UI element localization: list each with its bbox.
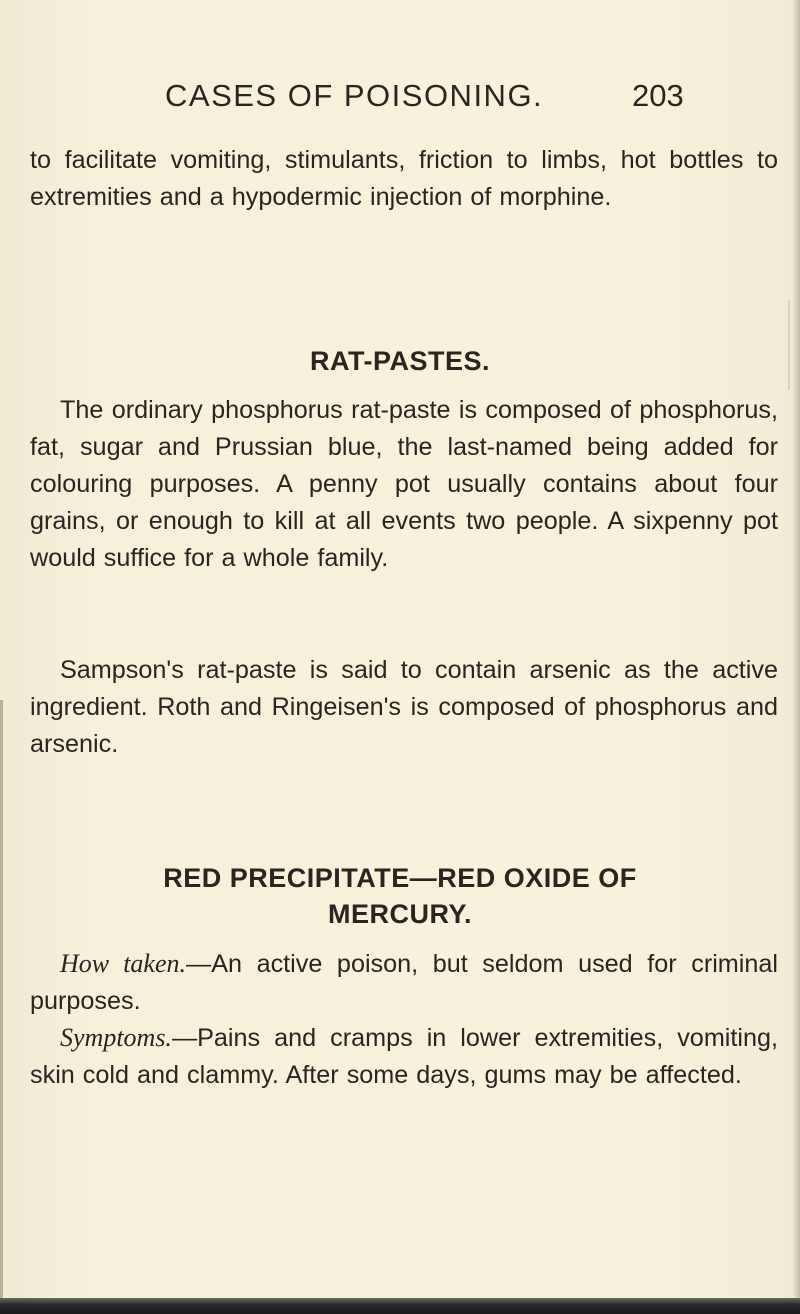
section-heading-rat-pastes: RAT-PASTES. [309,346,490,376]
running-title: CASES OF POISONING. [165,78,544,113]
symptoms-label: Symptoms. [60,1023,172,1052]
how-taken-paragraph [30,945,778,1020]
page-edge-shadow [792,0,800,1314]
heading-line-1: RED PRECIPITATE—RED OXIDE OF [163,863,637,893]
page-edge-mark [788,300,790,390]
heading-line-2: MERCURY. [327,899,472,929]
how-taken-label: How taken. [60,949,186,978]
running-head [0,78,800,118]
intro-paragraph: to facilitate vomiting, stimulants, friction to limbs, hot bottles to extremities and a hypodermic injection of morphine. [30,146,778,211]
how-taken-text: —An active poison, but seldom used for criminal purposes. [30,950,778,1015]
section-heading-red-precipitate [0,860,800,932]
page-edge-line [0,700,3,1300]
rat-pastes-paragraph-1: The ordinary phosphorus rat-paste is composed of phosphorus, fat, sugar and Prussian blue, the last-named being added for colouring purposes. A penny pot usually contains about four grains, or enough to kill at all events two people. A sixpenny pot would suffice for a whole family. [30,396,778,572]
scan-bottom-border [0,1298,800,1314]
page-number: 203 [632,78,684,113]
rat-pastes-paragraph-2: Sampson's rat-paste is said to contain arsenic as the active ingredient. Roth and Ringeisen's is composed of phosphorus and arsenic. [30,656,778,758]
symptoms-text: —Pains and cramps in lower extremities, vomiting, skin cold and clammy. After some days, gums may be affected. [30,1024,778,1089]
symptoms-paragraph [30,1019,778,1094]
